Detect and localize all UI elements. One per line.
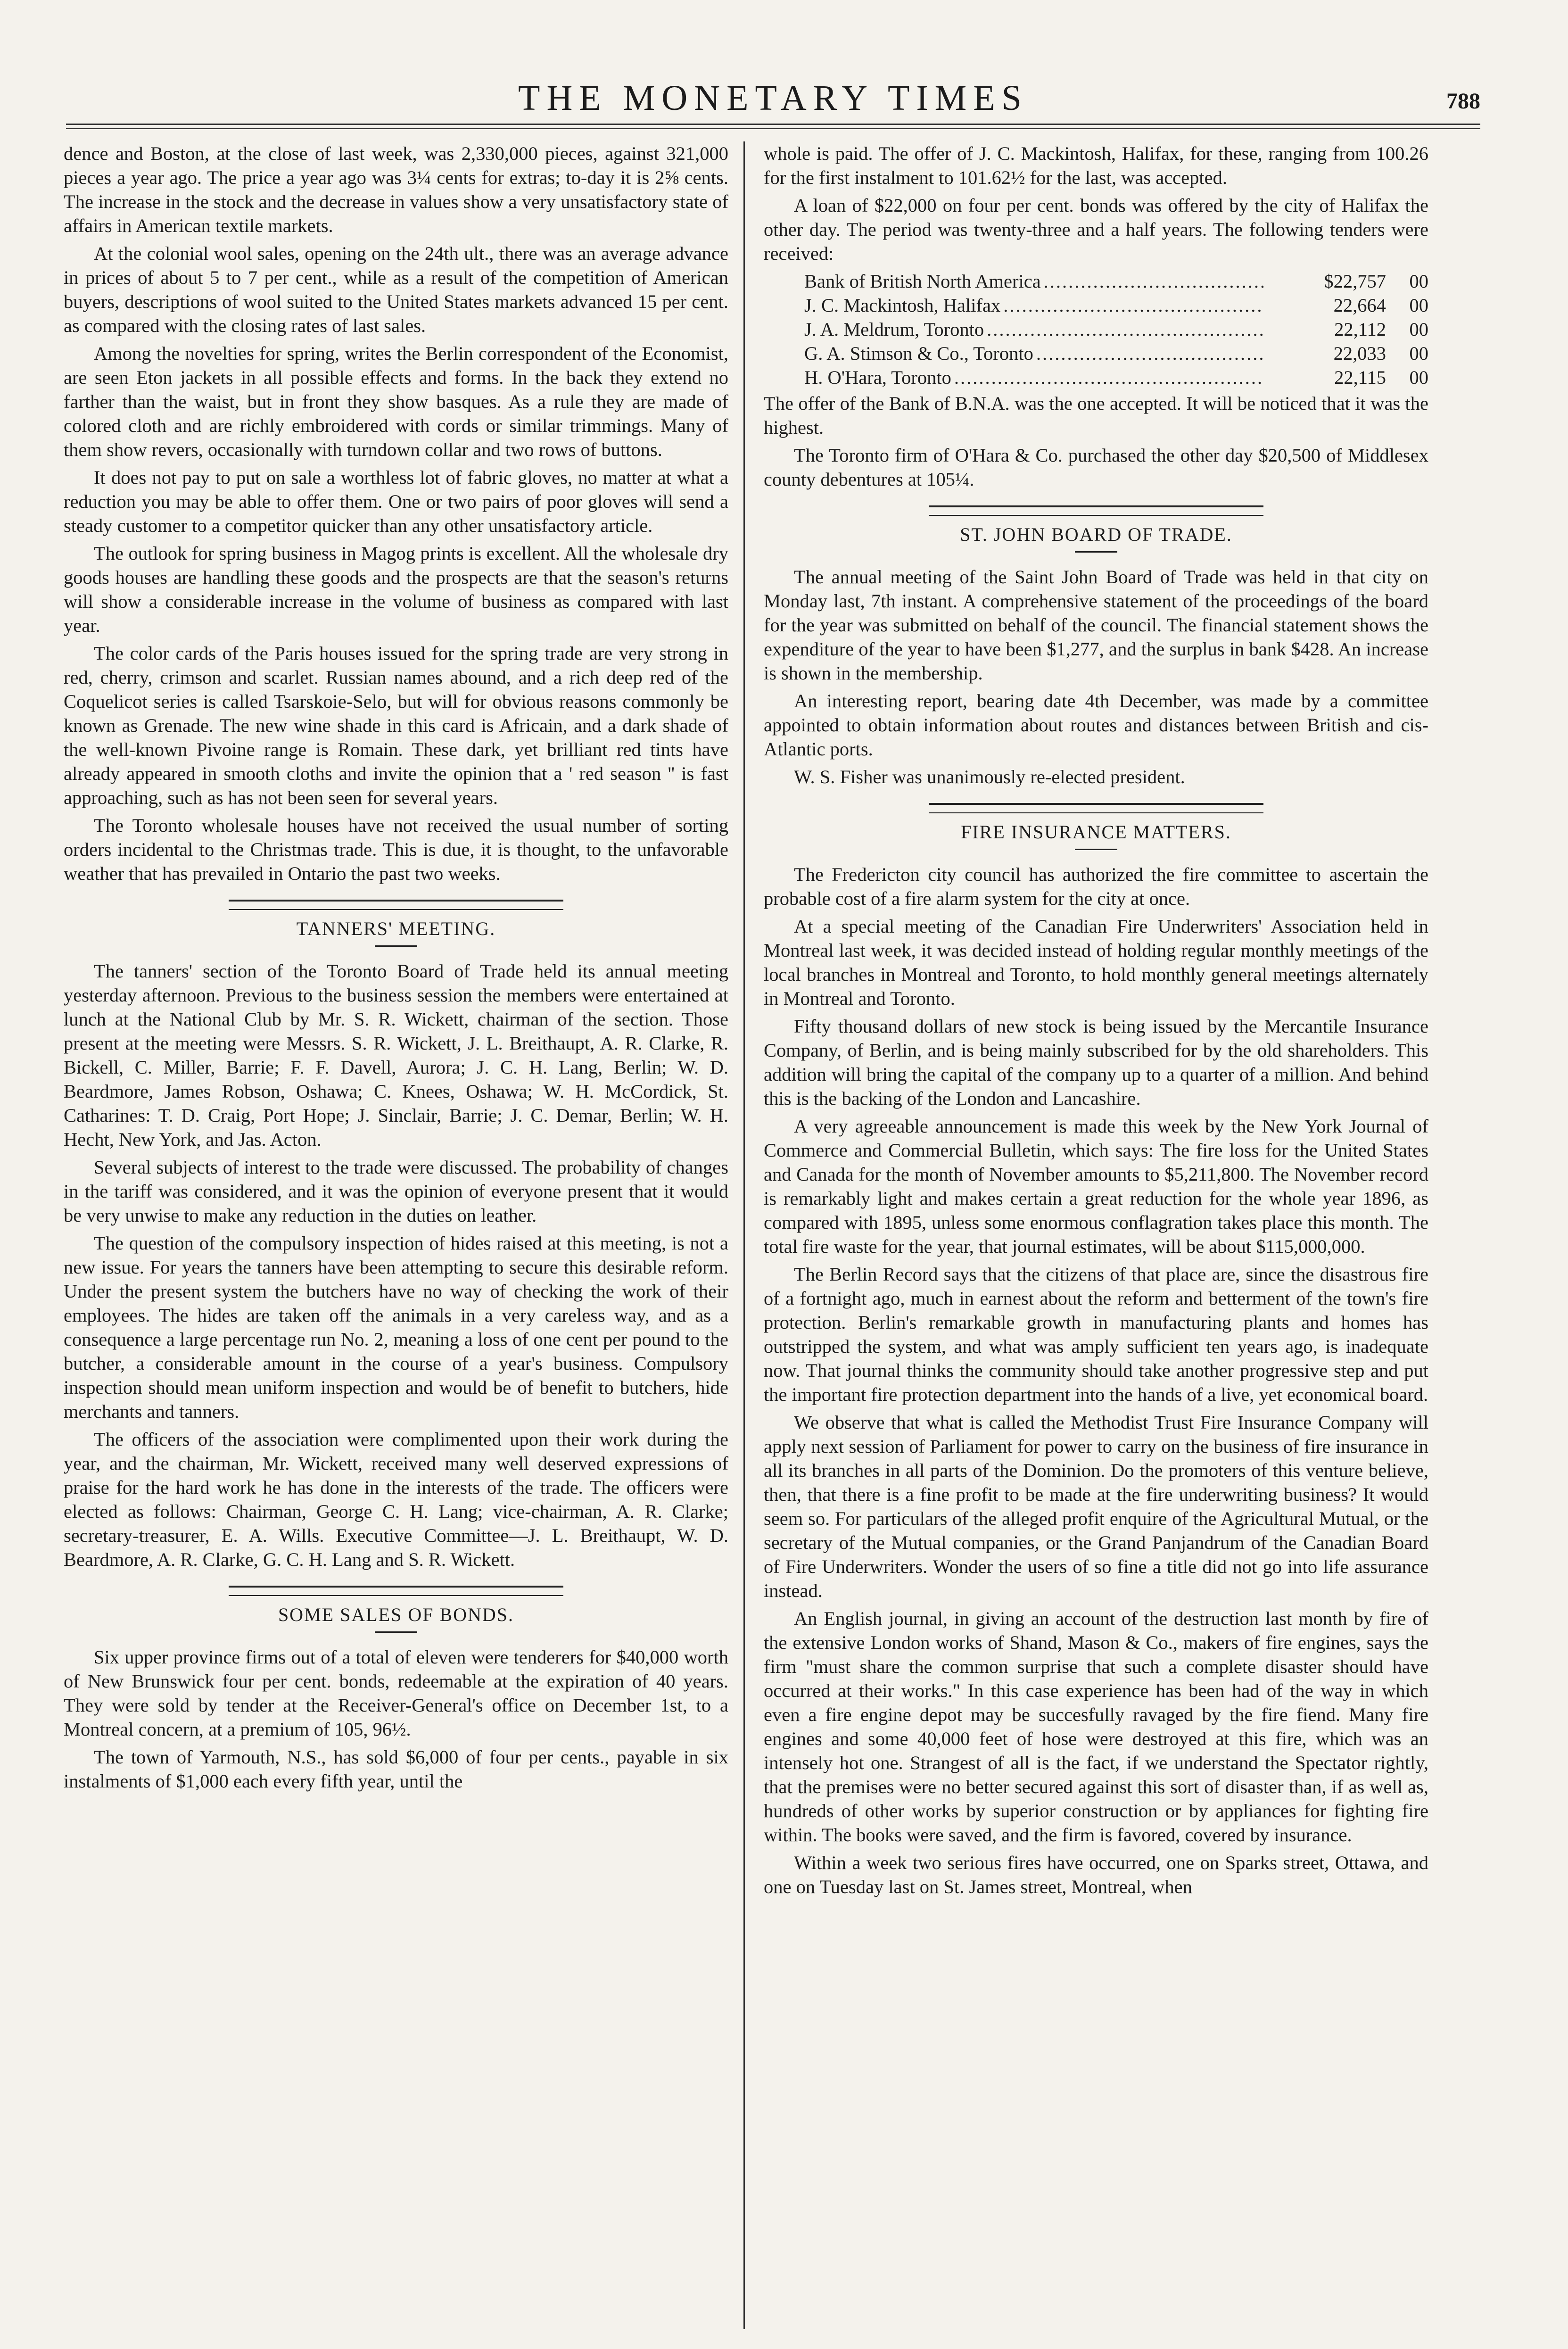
tender-name: J. C. Mackintosh, Halifax	[804, 295, 1001, 316]
paragraph: It does not pay to put on sale a worthless lot of fabric gloves, no matter at what a reduction you may be able to offer them. One or two pairs of poor gloves will send a steady customer to a competitor quicker than any other unsatisfactory article.	[64, 467, 728, 536]
tender-name: H. O'Hara, Toronto	[804, 367, 951, 388]
tender-cents: 00	[1409, 319, 1428, 340]
tender-row	[764, 365, 1428, 389]
paragraph: The Berlin Record says that the citizens of that place are, since the disastrous fire of a fortnight ago, much in earnest about the reform and betterment of the town's fire protection. Berlin's remarkable growth in manufacturing plants and homes has outstripped the system, and what was amply sufficient ten years ago, is inadequate now. That journal thinks the community should take another progressive step and put the important fire protection department into the hands of a live, yet economical board.	[764, 1264, 1428, 1405]
paragraph: At the colonial wool sales, opening on the 24th ult., there was an average advance in prices of about 5 to 7 per cent., while as a result of the competition of American buyers, descriptions of wool suited to the United States markets advanced 15 per cent. as compared with the closing rates of last sales.	[64, 243, 728, 336]
paragraph: Several subjects of interest to the trade were discussed. The probability of changes in the tariff was considered, and it was the opinion of everyone present that it would be very unwise to make any reduction in the duties on leather.	[64, 1157, 728, 1226]
tender-row	[764, 341, 1428, 365]
paragraph: The tanners' section of the Toronto Board of Trade held its annual meeting yesterday afternoon. Previous to the business session the members were entertained at lunch at the National Club by Mr. S. R. Wickett, chairman of the section. Those present at the meeting were Messrs. S. R. Wickett, J. L. Breithaupt, A. R. Clarke, R. Bickell, C. Miller, Barrie; F. F. Davell, Aurora; J. C. H. Lang, Berlin; W. D. Beardmore, James Robson, Oshawa; C. Knees, Oshawa; W. H. McCordick, St. Catharines: T. D. Craig, Port Hope; J. Sinclair, Barrie; J. C. Demar, Berlin; W. H. Hecht, New York, and Jas. Acton.	[64, 960, 728, 1150]
leader-dots	[984, 317, 1263, 341]
tender-row	[764, 317, 1428, 341]
tender-cents: 00	[1409, 295, 1428, 316]
section-divider	[929, 505, 1263, 516]
tender-amount: 22,112	[1334, 319, 1386, 340]
tender-name: J. A. Meldrum, Toronto	[804, 319, 984, 340]
section-heading-st-john: ST. JOHN BOARD OF TRADE.	[960, 524, 1232, 545]
paragraph: A loan of $22,000 on four per cent. bonds was offered by the city of Halifax the other day. The period was twenty-three and a half years. The following tenders were received:	[764, 195, 1428, 264]
paragraph: At a special meeting of the Canadian Fire Underwriters' Association held in Montreal last week, it was decided instead of holding regular monthly meetings of the local branches in Montreal and Toronto, to hold monthly general meetings alternately in Montreal and Toronto.	[764, 916, 1428, 1009]
heading-rule	[375, 945, 417, 947]
tenders-list	[764, 269, 1428, 389]
paragraph: The annual meeting of the Saint John Board of Trade was held in that city on Monday last, 7th instant. A comprehensive statement of the proceedings of the board for the year was submitted on behalf of the council. The financial statement shows the expenditure of the year to have been $1,277, and the surplus in bank $428. An increase is shown in the membership.	[764, 566, 1428, 684]
paragraph: A very agreeable announcement is made this week by the New York Journal of Commerce and Commercial Bulletin, which says: The fire loss for the United States and Canada for the month of November amounts to $5,211,800. The November record is remarkably light and makes certain a great reduction for the whole year 1896, as compared with 1895, unless some enormous conflagration takes place this month. The total fire waste for the year, that journal estimates, will be about $115,000,000.	[764, 1116, 1428, 1257]
tender-amount: $22,757	[1324, 271, 1386, 292]
left-column	[64, 141, 728, 2329]
paragraph: dence and Boston, at the close of last week, was 2,330,000 pieces, against 321,000 pieces a year ago. The price a year ago was 3¼ cents for extras; to-day it is 2⅝ cents. The increase in the stock and the decrease in values show a very unsatisfactory state of affairs in American textile markets.	[64, 143, 728, 236]
right-column	[764, 141, 1428, 2329]
paragraph: The town of Yarmouth, N.S., has sold $6,000 of four per cents., payable in six instalments of $1,000 each every fifth year, until the	[64, 1746, 728, 1792]
section-heading-tanners: TANNERS' MEETING.	[296, 918, 496, 939]
section-divider	[229, 900, 563, 910]
tender-row	[764, 269, 1428, 293]
paragraph: W. S. Fisher was unanimously re-elected president.	[794, 766, 1185, 787]
paragraph: An English journal, in giving an account of the destruction last month by fire of the extensive London works of Shand, Mason & Co., makers of fire engines, says the firm "must share the common surprise that such a complete disaster should have occurred at their works." In this case experience has been had of the way in which even a fire engine depot may be succesfully ravaged by the fire fiend. Many fire engines and some 40,000 feet of hose were destroyed at this fire, which was an intensely hot one. Strangest of all is the fact, if we understand the Spectator rightly, that the premises were no better secured against this sort of disaster than, if as well as, hundreds of other works by superior construction or by appliances for fighting fire within. The books were saved, and the firm is favored, covered by insurance.	[764, 1608, 1428, 1845]
tender-cents: 00	[1409, 367, 1428, 388]
heading-rule	[1075, 849, 1117, 850]
paragraph: Six upper province firms out of a total of eleven were tenderers for $40,000 worth of New Brunswick four per cent. bonds, redeemable at the expiration of 40 years. They were sold by tender at the Receiver-General's office on December 1st, to a Montreal concern, at a premium of 105, 96½.	[64, 1646, 728, 1740]
page-number: 788	[1446, 89, 1480, 114]
tender-amount: 22,033	[1333, 343, 1386, 364]
paragraph: The offer of the Bank of B.N.A. was the one accepted. It will be noticed that it was the highest.	[764, 393, 1428, 438]
section-heading-bonds: SOME SALES OF BONDS.	[278, 1604, 514, 1625]
paragraph: The Toronto firm of O'Hara & Co. purchased the other day $20,500 of Middlesex county debentures at 105¼.	[764, 445, 1428, 490]
tender-amount: 22,664	[1333, 295, 1386, 316]
masthead	[66, 78, 1480, 125]
leader-dots	[1033, 341, 1263, 365]
paragraph: The Toronto wholesale houses have not received the usual number of sorting orders incidental to the Christmas trade. This is due, it is thought, to the unfavorable weather that has prevailed in Ontario the past two weeks.	[64, 815, 728, 884]
section-heading-fire-insurance: FIRE INSURANCE MATTERS.	[961, 821, 1231, 843]
masthead-rule	[66, 124, 1480, 125]
paragraph: The officers of the association were complimented upon their work during the year, and the chairman, Mr. Wickett, received many well deserved expressions of praise for the hard work he has done in the interests of the trade. The officers were elected as follows: Chairman, George C. H. Lang; vice-chairman, A. R. Clarke; secretary-treasurer, E. A. Wills. Executive Committee—J. L. Breithaupt, W. D. Beardmore, A. R. Clarke, G. C. H. Lang and S. R. Wickett.	[64, 1429, 728, 1570]
paragraph: The question of the compulsory inspection of hides raised at this meeting, is not a new issue. For years the tanners have been attempting to secure this desirable reform. Under the present system the butchers have no way of checking the work of their employees. The hides are taken off the animals in a very careless way, and as a consequence a large percentage run No. 2, meaning a loss of one cent per pound to the butcher, a considerable amount in the course of a year's business. Compulsory inspection should mean uniform inspection and would be of benefit to butchers, hide merchants and tanners.	[64, 1232, 728, 1422]
paragraph: The outlook for spring business in Magog prints is excellent. All the wholesale dry goods houses are handling these goods and the prospects are that the season's returns will show a considerable increase in the volume of business as compared with last year.	[64, 543, 728, 636]
tender-row	[764, 293, 1428, 317]
leader-dots	[1041, 269, 1263, 293]
paragraph: Within a week two serious fires have occurred, one on Sparks street, Ottawa, and one on Tuesday last on St. James street, Montreal, when	[764, 1852, 1428, 1897]
paragraph: The color cards of the Paris houses issued for the spring trade are very strong in red, cherry, crimson and scarlet. Russian names abound, and a rich deep red of the Coquelicot series is called Tsarskoie-Selo, but will for obvious reasons commonly be known as Grenade. The new wine shade in this card is Africain, and a dark shade of the well-known Pivoine range is Romain. These dark, yet brilliant red tints have already appeared in smooth cloths and invite the opinion that a ' red season '' is fast approaching, such as has not been seen for several years.	[64, 643, 728, 808]
paragraph: Fifty thousand dollars of new stock is being issued by the Mercantile Insurance Company, of Berlin, and is being mainly subscribed for by the old shareholders. This addition will bring the capital of the company up to a quarter of a million. And behind this is the backing of the London and Lancashire.	[764, 1016, 1428, 1109]
section-divider	[229, 1586, 563, 1596]
paragraph: whole is paid. The offer of J. C. Mackintosh, Halifax, for these, ranging from 100.26 for the first instalment to 101.62½ for the last, was accepted.	[764, 143, 1428, 188]
tender-cents: 00	[1409, 343, 1428, 364]
paragraph: An interesting report, bearing date 4th December, was made by a committee appointed to obtain information about routes and distances between British and cis-Atlantic ports.	[764, 690, 1428, 760]
paragraph: Among the novelties for spring, writes the Berlin correspondent of the Economist, are seen Eton jackets in all possible effects and forms. In the back they extend no farther than the waist, but in front they show basques. As a rule they are made of colored cloth and are richly embroidered with cords or similar trimmings. Many of them show revers, occasionally with turndown collar and two rows of buttons.	[64, 343, 728, 460]
publication-title: THE MONETARY TIMES	[518, 78, 1028, 118]
leader-dots	[951, 365, 1263, 389]
heading-rule	[375, 1631, 417, 1633]
tender-name: Bank of British North America	[804, 271, 1041, 292]
column-divider	[743, 141, 745, 2329]
masthead-rule-thin	[66, 128, 1480, 129]
leader-dots	[1000, 293, 1263, 317]
section-divider	[929, 803, 1263, 813]
paragraph: The Fredericton city council has authorized the fire committee to ascertain the probable cost of a fire alarm system for the city at once.	[764, 864, 1428, 909]
tender-amount: 22,115	[1334, 367, 1386, 388]
tender-cents: 00	[1409, 271, 1428, 292]
tender-name: G. A. Stimson & Co., Toronto	[804, 343, 1033, 364]
heading-rule	[1075, 551, 1117, 553]
paragraph: We observe that what is called the Methodist Trust Fire Insurance Company will apply next session of Parliament for power to carry on the business of fire insurance in all its branches in all parts of the Dominion. Do the promoters of this venture believe, then, that there is a fine profit to be made at the fire underwriting business? It would seem so. For particulars of the alleged profit enquire of the Agricultural Mutual, or the secretary of the Mutual companies, or the Grand Panjandrum of the Canadian Board of Fire Underwriters. Wonder the users of so fine a title did not go into life assurance instead.	[764, 1412, 1428, 1601]
